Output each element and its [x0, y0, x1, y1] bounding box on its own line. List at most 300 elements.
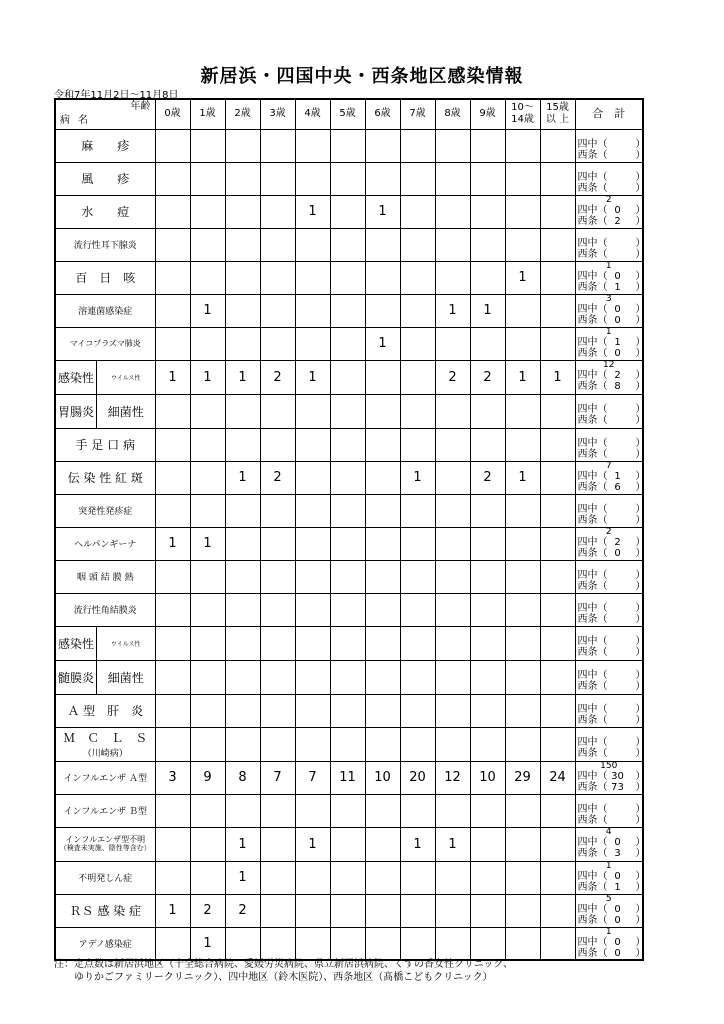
- count-cell: [190, 694, 225, 727]
- disease-header-label: 病名: [60, 114, 96, 126]
- count-cell: [260, 660, 295, 694]
- count-cell: [365, 727, 400, 761]
- count-cell: [225, 494, 260, 527]
- count-cell: [470, 626, 505, 660]
- table-row: [55, 761, 643, 794]
- count-cell: [470, 162, 505, 195]
- count-cell: [155, 626, 190, 660]
- saijo-count: 西条（ 0 ）: [577, 347, 646, 359]
- disease-name-cell: [55, 461, 155, 494]
- count-cell: [470, 129, 505, 162]
- count-cell: [295, 228, 330, 261]
- count-cell: [330, 461, 365, 494]
- count-cell: [540, 327, 575, 360]
- age-header-7: 7歳: [400, 99, 435, 129]
- total-cell: [575, 129, 646, 162]
- count-cell: [190, 494, 225, 527]
- count-cell: 1: [435, 294, 470, 327]
- count-cell: [540, 494, 575, 527]
- age-header-4: 4歳: [295, 99, 330, 129]
- count-cell: [540, 129, 575, 162]
- count-cell: [540, 660, 575, 694]
- disease-name-cell: [55, 428, 155, 461]
- total-value: 1: [605, 260, 612, 271]
- count-cell: [190, 327, 225, 360]
- table-row: [55, 527, 643, 560]
- count-cell: 7: [295, 761, 330, 794]
- count-cell: 2: [435, 360, 470, 394]
- table-row: [55, 660, 643, 694]
- total-cell: [575, 694, 646, 727]
- disease-name: 流行性耳下腺炎: [73, 241, 137, 251]
- disease-name-cell: [55, 162, 155, 195]
- disease-name: Ｍ Ｃ Ｌ Ｓ: [63, 731, 148, 745]
- page-title: 新居浜・四国中央・西条地区感染情報: [200, 66, 524, 87]
- count-cell: [435, 794, 470, 827]
- count-cell: [330, 195, 365, 228]
- shikoku-count: 四中（ ）: [577, 237, 646, 249]
- count-cell: [400, 360, 435, 394]
- count-cell: [365, 593, 400, 626]
- count-cell: 11: [330, 761, 365, 794]
- count-cell: [435, 394, 470, 428]
- count-cell: [190, 394, 225, 428]
- count-cell: 2: [260, 360, 295, 394]
- shikoku-count: 四中（ ）: [577, 403, 646, 415]
- count-cell: [400, 660, 435, 694]
- count-cell: [295, 494, 330, 527]
- total-value: 1: [605, 860, 612, 871]
- count-cell: [435, 593, 470, 626]
- count-cell: [260, 327, 295, 360]
- count-cell: [225, 794, 260, 827]
- count-cell: [330, 927, 365, 960]
- count-cell: [295, 894, 330, 927]
- disease-name-cell: [55, 827, 155, 861]
- disease-name-cell: [55, 560, 155, 593]
- disease-name: 突発性発疹症: [78, 507, 133, 517]
- count-cell: [190, 794, 225, 827]
- disease-name-note: （検査未実施、陰性等含む）: [59, 844, 151, 852]
- count-cell: [155, 428, 190, 461]
- count-cell: [155, 461, 190, 494]
- count-cell: [505, 162, 540, 195]
- count-cell: [295, 694, 330, 727]
- count-cell: 2: [470, 360, 505, 394]
- saijo-count: 西条（ 3 ）: [577, 847, 646, 859]
- saijo-count: 西条（ 8 ）: [577, 380, 646, 392]
- count-cell: [260, 794, 295, 827]
- shikoku-count: 四中（ ）: [577, 138, 646, 150]
- count-cell: [295, 593, 330, 626]
- saijo-count: 西条（ ）: [577, 680, 646, 692]
- count-cell: [540, 593, 575, 626]
- count-cell: [365, 261, 400, 294]
- count-cell: 20: [400, 761, 435, 794]
- table-row: [55, 560, 643, 593]
- count-cell: [505, 195, 540, 228]
- count-cell: [400, 794, 435, 827]
- disease-name: ＲＳ 感 染 症: [69, 904, 141, 918]
- count-cell: [190, 461, 225, 494]
- count-cell: [155, 394, 190, 428]
- total-value: 3: [605, 293, 612, 304]
- count-cell: 1: [400, 461, 435, 494]
- count-cell: [225, 294, 260, 327]
- total-cell: [575, 794, 646, 827]
- footnote-line-2: ゆりかごファミリークリニック）、四中地区（鈴木医院）、西条地区（髙橋こどもクリニック）: [54, 972, 493, 983]
- shikoku-count: 四中（ 0 ）: [577, 270, 646, 282]
- count-cell: [435, 626, 470, 660]
- count-cell: [400, 228, 435, 261]
- saijo-count: 西条（ 6 ）: [577, 481, 646, 493]
- table-body: [55, 129, 646, 960]
- disease-name-cell: [55, 727, 155, 761]
- count-cell: [365, 461, 400, 494]
- total-cell: [575, 760, 646, 794]
- count-cell: [540, 294, 575, 327]
- count-cell: [260, 129, 295, 162]
- count-cell: [330, 894, 365, 927]
- count-cell: [365, 894, 400, 927]
- total-cell: [575, 560, 646, 593]
- total-value: 2: [605, 526, 612, 537]
- total-cell: [575, 494, 646, 527]
- count-cell: [330, 494, 365, 527]
- count-cell: 1: [540, 360, 575, 394]
- shikoku-count: 四中（ ）: [577, 635, 646, 647]
- count-cell: 1: [190, 527, 225, 560]
- count-cell: [470, 861, 505, 894]
- count-cell: 7: [260, 761, 295, 794]
- count-cell: [435, 261, 470, 294]
- count-cell: [225, 228, 260, 261]
- count-cell: [155, 494, 190, 527]
- shikoku-count: 四中（ 0 ）: [577, 903, 646, 915]
- count-cell: [435, 228, 470, 261]
- total-value: 150: [600, 760, 618, 771]
- disease-name: 伝 染 性 紅 斑: [67, 471, 143, 485]
- count-cell: [295, 660, 330, 694]
- total-value: 1: [605, 326, 612, 337]
- disease-name: 手 足 口 病: [75, 438, 135, 452]
- count-cell: [190, 428, 225, 461]
- disease-name: インフルエンザ Ａ型: [63, 774, 147, 784]
- count-cell: 1: [225, 461, 260, 494]
- count-cell: [470, 428, 505, 461]
- age-header-11: 15歳 以 上: [540, 99, 575, 129]
- count-cell: [540, 461, 575, 494]
- table-row: [55, 261, 643, 294]
- count-cell: [225, 694, 260, 727]
- total-cell: [575, 326, 646, 360]
- count-cell: [260, 394, 295, 428]
- count-cell: [260, 694, 295, 727]
- count-cell: [540, 927, 575, 960]
- shikoku-count: 四中（ 1 ）: [577, 470, 646, 482]
- count-cell: 1: [190, 927, 225, 960]
- table-row: [55, 461, 643, 494]
- count-cell: [295, 294, 330, 327]
- count-cell: [260, 894, 295, 927]
- saijo-count: 西条（ ）: [577, 580, 646, 592]
- count-cell: 24: [540, 761, 575, 794]
- count-cell: [505, 294, 540, 327]
- disease-name-cell: [55, 527, 155, 560]
- count-cell: [540, 428, 575, 461]
- count-cell: [505, 228, 540, 261]
- count-cell: 29: [505, 761, 540, 794]
- disease-name: 不明発しん症: [78, 874, 133, 884]
- count-cell: 1: [295, 195, 330, 228]
- total-cell: [575, 860, 646, 894]
- count-cell: [505, 794, 540, 827]
- count-cell: [365, 927, 400, 960]
- count-cell: 1: [225, 360, 260, 394]
- count-cell: [435, 327, 470, 360]
- count-cell: [540, 527, 575, 560]
- count-cell: [260, 593, 295, 626]
- disease-name: 溶連菌感染症: [78, 307, 133, 317]
- count-cell: [225, 593, 260, 626]
- saijo-count: 西条（ 0 ）: [577, 547, 646, 559]
- total-cell: [575, 428, 646, 461]
- total-value: 2: [605, 194, 612, 205]
- total-cell: [575, 460, 646, 494]
- count-cell: [470, 827, 505, 861]
- count-cell: [260, 294, 295, 327]
- shikoku-count: 四中（ 30 ）: [577, 770, 646, 782]
- count-cell: [505, 694, 540, 727]
- count-cell: 1: [295, 827, 330, 861]
- count-cell: [470, 261, 505, 294]
- count-cell: [400, 494, 435, 527]
- count-cell: [155, 228, 190, 261]
- disease-subtype: ウイルス性: [110, 640, 141, 648]
- count-cell: [155, 261, 190, 294]
- count-cell: [435, 894, 470, 927]
- count-cell: [400, 195, 435, 228]
- saijo-count: 西条（ ）: [577, 514, 646, 526]
- count-cell: [260, 827, 295, 861]
- total-cell: [575, 926, 646, 960]
- table-row: [55, 626, 643, 660]
- count-cell: [470, 927, 505, 960]
- saijo-count: 西条（ ）: [577, 149, 646, 161]
- count-cell: [330, 727, 365, 761]
- count-cell: [330, 626, 365, 660]
- disease-name-cell: [55, 129, 155, 162]
- age-header-3: 3歳: [260, 99, 295, 129]
- table-row: [55, 195, 643, 228]
- age-header-label: 年齢: [130, 101, 151, 112]
- table-row: [55, 927, 643, 960]
- saijo-count: 西条（ 1 ）: [577, 881, 646, 893]
- count-cell: [225, 261, 260, 294]
- report-period: 令和7年11月2日～11月8日: [54, 90, 179, 101]
- count-cell: [365, 861, 400, 894]
- count-cell: [470, 228, 505, 261]
- count-cell: [155, 560, 190, 593]
- disease-subtype: ウイルス性: [110, 374, 141, 382]
- count-cell: [295, 560, 330, 593]
- count-cell: 2: [225, 894, 260, 927]
- count-cell: [225, 195, 260, 228]
- count-cell: [330, 660, 365, 694]
- shikoku-count: 四中（ 0 ）: [577, 936, 646, 948]
- count-cell: 2: [470, 461, 505, 494]
- count-cell: 2: [190, 894, 225, 927]
- count-cell: [470, 660, 505, 694]
- count-cell: [540, 861, 575, 894]
- count-cell: [540, 394, 575, 428]
- disease-name: 水 痘: [81, 205, 130, 219]
- count-cell: [190, 560, 225, 593]
- count-cell: [295, 861, 330, 894]
- count-cell: [295, 626, 330, 660]
- count-cell: [260, 527, 295, 560]
- disease-name: インフルエンザ Ｂ型: [63, 807, 147, 817]
- total-value: 7: [605, 460, 612, 471]
- count-cell: [505, 527, 540, 560]
- count-cell: [505, 861, 540, 894]
- count-cell: 1: [190, 360, 225, 394]
- total-header: 合 計: [575, 99, 643, 129]
- age-header-5: 5歳: [330, 99, 365, 129]
- count-cell: [400, 129, 435, 162]
- total-value: 5: [605, 893, 612, 904]
- count-cell: [435, 694, 470, 727]
- disease-name-cell: [55, 394, 155, 428]
- table-row: [55, 494, 643, 527]
- count-cell: [400, 560, 435, 593]
- disease-category: 胃腸炎: [56, 395, 97, 428]
- count-cell: [155, 927, 190, 960]
- count-cell: [260, 927, 295, 960]
- count-cell: [365, 827, 400, 861]
- count-cell: [295, 162, 330, 195]
- count-cell: [260, 626, 295, 660]
- count-cell: [225, 129, 260, 162]
- count-cell: [505, 428, 540, 461]
- count-cell: [330, 294, 365, 327]
- count-cell: [225, 394, 260, 428]
- count-cell: [400, 294, 435, 327]
- total-cell: [575, 359, 646, 394]
- count-cell: [470, 694, 505, 727]
- table-row: [55, 327, 643, 360]
- disease-name-note: （川崎病）: [82, 749, 128, 759]
- count-cell: [540, 694, 575, 727]
- count-cell: [260, 727, 295, 761]
- count-cell: [400, 894, 435, 927]
- shikoku-count: 四中（ ）: [577, 602, 646, 614]
- count-cell: [470, 327, 505, 360]
- count-cell: [330, 162, 365, 195]
- disease-name-cell: [55, 861, 155, 894]
- footnote-line-1: 注：定点数は新居浜地区（十全総合病院、愛媛労災病院、県立新居浜病院、くすの香女性クリニック、: [54, 959, 513, 970]
- count-cell: [540, 894, 575, 927]
- count-cell: [155, 727, 190, 761]
- count-cell: [330, 327, 365, 360]
- count-cell: [330, 593, 365, 626]
- shikoku-count: 四中（ 2 ）: [577, 536, 646, 548]
- count-cell: [435, 527, 470, 560]
- age-header-1: 1歳: [190, 99, 225, 129]
- count-cell: [435, 195, 470, 228]
- count-cell: [505, 593, 540, 626]
- count-cell: [505, 129, 540, 162]
- count-cell: [470, 494, 505, 527]
- disease-name: アデノ感染症: [78, 939, 132, 950]
- count-cell: [540, 228, 575, 261]
- total-cell: [575, 626, 646, 660]
- disease-subtype: 細菌性: [107, 670, 144, 685]
- count-cell: [365, 494, 400, 527]
- disease-name-cell: [55, 694, 155, 727]
- count-cell: [155, 694, 190, 727]
- table-row: [55, 827, 643, 861]
- count-cell: [190, 228, 225, 261]
- count-cell: [470, 593, 505, 626]
- shikoku-count: 四中（ ）: [577, 803, 646, 815]
- count-cell: 1: [400, 827, 435, 861]
- count-cell: [155, 827, 190, 861]
- count-cell: [260, 560, 295, 593]
- count-cell: [505, 927, 540, 960]
- shikoku-count: 四中（ ）: [577, 669, 646, 681]
- count-cell: [540, 794, 575, 827]
- age-header-6: 6歳: [365, 99, 400, 129]
- count-cell: [505, 660, 540, 694]
- count-cell: [365, 794, 400, 827]
- count-cell: [225, 162, 260, 195]
- count-cell: [330, 827, 365, 861]
- count-cell: [505, 626, 540, 660]
- count-cell: [470, 394, 505, 428]
- count-cell: [295, 327, 330, 360]
- table-row: [55, 394, 643, 428]
- count-cell: [260, 861, 295, 894]
- disease-name-cell: [55, 327, 155, 360]
- count-cell: 1: [505, 261, 540, 294]
- table-row: [55, 228, 643, 261]
- disease-name: 風 疹: [81, 172, 130, 186]
- count-cell: [365, 694, 400, 727]
- count-cell: [295, 129, 330, 162]
- count-cell: [540, 626, 575, 660]
- disease-name-cell: [55, 195, 155, 228]
- saijo-count: 西条（ 2 ）: [577, 215, 646, 227]
- count-cell: 1: [295, 360, 330, 394]
- count-cell: [330, 560, 365, 593]
- total-cell: [575, 162, 646, 195]
- count-cell: 12: [435, 761, 470, 794]
- count-cell: [435, 428, 470, 461]
- count-cell: [400, 593, 435, 626]
- count-cell: [225, 660, 260, 694]
- table-row: [55, 294, 643, 327]
- count-cell: [190, 593, 225, 626]
- count-cell: 1: [505, 360, 540, 394]
- table-row: [55, 428, 643, 461]
- count-cell: [365, 394, 400, 428]
- shikoku-count: 四中（ ）: [577, 171, 646, 183]
- disease-name: マイコプラズマ肺炎: [69, 339, 141, 348]
- count-cell: 10: [470, 761, 505, 794]
- disease-category: 感染性: [56, 627, 97, 660]
- shikoku-count: 四中（ 0 ）: [577, 204, 646, 216]
